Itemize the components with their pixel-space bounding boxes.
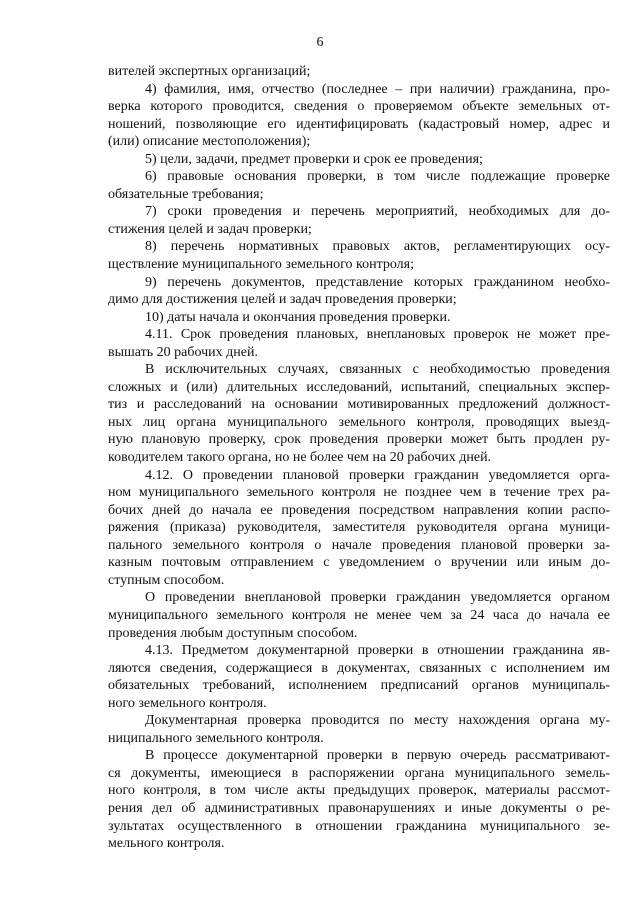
paragraph-line: О проведении внеплановой проверки гражданин уведомляется органом — [145, 590, 610, 606]
paragraph-line: 10) даты начала и окончания проведения проверки. — [145, 309, 451, 325]
paragraph-line: ного земельного контроля. — [108, 695, 267, 711]
document-body — [108, 63, 610, 853]
paragraph-line: зультатах осуществленного в отношении гражданина муниципального зе- — [108, 818, 610, 834]
paragraph — [108, 168, 610, 203]
paragraph — [108, 467, 610, 590]
paragraph-line: ступным способом. — [108, 572, 225, 588]
paragraph — [108, 81, 610, 151]
paragraph-line: обязательных требований, исполнением предписаний органов муниципаль- — [108, 678, 610, 694]
paragraph-line: ном муниципального земельного контроля не позднее чем в течение трех ра- — [108, 485, 610, 501]
paragraph — [108, 747, 610, 852]
paragraph-line: 4) фамилия, имя, отчество (последнее – при наличии) гражданина, про- — [145, 81, 610, 97]
paragraph-line: казным почтовым отправлением с уведомлением о вручении или иным до- — [108, 555, 610, 571]
paragraph-line: проведения любым доступным способом. — [108, 625, 358, 641]
paragraph-line: 4.13. Предметом документарной проверки в отношении гражданина яв- — [145, 643, 610, 659]
paragraph — [108, 151, 610, 169]
paragraph-line: сложных и (или) длительных исследований, испытаний, специальных экспер- — [108, 379, 610, 395]
paragraph-line: тиз и расследований на основании мотивированных предложений должност- — [108, 397, 610, 413]
paragraph — [108, 712, 610, 747]
paragraph-line: мельного контроля. — [108, 836, 225, 852]
paragraph-line: 9) перечень документов, представление которых гражданином необхо- — [145, 274, 610, 290]
paragraph-line: ниципального земельного контроля. — [108, 730, 324, 746]
paragraph-line: вителей экспертных организаций; — [108, 64, 311, 79]
paragraph-line: ных лиц органа муниципального земельного контроля, проводящих выезд- — [108, 414, 610, 430]
paragraph-line: обязательные требования; — [108, 186, 264, 202]
paragraph — [108, 326, 610, 361]
paragraph-line: 8) перечень нормативных правовых актов, регламентирующих осу- — [145, 239, 610, 255]
paragraph — [108, 63, 610, 81]
paragraph-line: бочих дней до начала ее проведения посредством направления копии распо- — [108, 502, 610, 518]
paragraph-line: 5) цели, задачи, предмет проверки и срок ее проведения; — [145, 151, 483, 167]
paragraph-line: 6) правовые основания проверки, в том числе подлежащие проверке — [145, 169, 610, 185]
paragraph-line: димо для достижения целей и задач проведения проверки; — [108, 292, 457, 308]
paragraph-line: В процессе документарной проверки в первую очередь рассматривают- — [145, 748, 610, 764]
paragraph-line: ного контроля, в том числе акты предыдущих проверок, материалы рассмот- — [108, 783, 610, 799]
paragraph — [108, 274, 610, 309]
paragraph-line: пального земельного контроля о начале проведения плановой проверки за- — [108, 537, 610, 553]
paragraph-line: В исключительных случаях, связанных с необходимостью проведения — [145, 362, 610, 378]
paragraph — [108, 589, 610, 642]
paragraph-line: 4.11. Срок проведения плановых, внеплановых проверок не может пре- — [145, 327, 610, 343]
paragraph — [108, 309, 610, 327]
paragraph — [108, 642, 610, 712]
paragraph-line: ководителем такого органа, но не более чем на 20 рабочих дней. — [108, 450, 492, 466]
paragraph-line: ношений, позволяющие его идентифицировать (кадастровый номер, адрес и — [108, 116, 610, 132]
page-number: 6 — [316, 35, 324, 50]
paragraph-line: муниципального земельного контроля не менее чем за 24 часа до начала ее — [108, 607, 610, 623]
paragraph — [108, 238, 610, 273]
paragraph-line: ся документы, имеющиеся в распоряжении органа муниципального земель- — [108, 765, 610, 781]
paragraph-line: верка которого проводится, сведения о проверяемом объекте земельных от- — [108, 99, 610, 115]
paragraph-line: ществление муниципального земельного контроля; — [108, 257, 414, 273]
paragraph-line: ляются сведения, содержащиеся в документах, связанных с исполнением им — [108, 660, 610, 676]
paragraph-line: вышать 20 рабочих дней. — [108, 344, 258, 360]
paragraph-line: стижения целей и задач проверки; — [108, 221, 312, 237]
paragraph — [108, 361, 610, 466]
paragraph-line: 4.12. О проведении плановой проверки гражданин уведомляется орга- — [145, 467, 610, 483]
paragraph-line: рения дел об административных правонарушениях и иные документы о ре- — [108, 800, 610, 816]
paragraph-line: ную плановую проверку, срок проведения проверки может быть продлен ру- — [108, 432, 610, 448]
paragraph-line: ряжения (приказа) руководителя, заместителя руководителя органа муници- — [108, 520, 610, 536]
paragraph-line: 7) сроки проведения и перечень мероприятий, необходимых для до- — [145, 204, 610, 220]
paragraph-line: Документарная проверка проводится по месту нахождения органа му- — [145, 713, 610, 729]
paragraph — [108, 203, 610, 238]
paragraph-line: (или) описание местоположения); — [108, 134, 311, 150]
